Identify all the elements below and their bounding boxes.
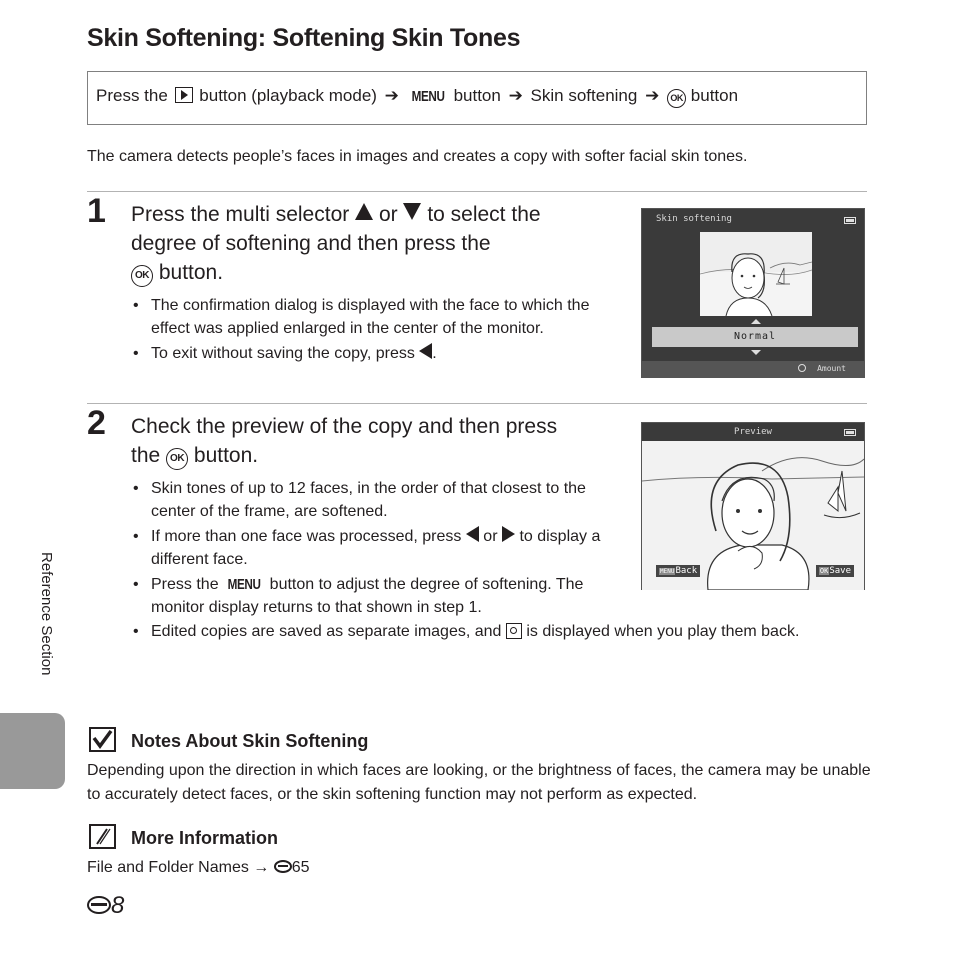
- step-heading: [131, 412, 621, 470]
- nav-text: button: [690, 86, 739, 105]
- nav-text: button (playback mode): [199, 86, 377, 105]
- nav-text: button: [453, 86, 501, 105]
- ok-button-icon: OK: [819, 567, 829, 575]
- amount-hint: Amount: [817, 364, 846, 373]
- more-info-heading: More Information: [131, 828, 278, 848]
- bullet-text: is displayed when you play them back.: [526, 623, 800, 640]
- bullet-text: Skin tones of up to 12 faces, in the order of that closest to the center of the frame, are softened.: [151, 480, 586, 520]
- side-label-text: Reference Section: [38, 552, 55, 676]
- softening-level-selector[interactable]: Normal: [652, 327, 858, 347]
- step-text: Press the multi selector: [131, 203, 350, 226]
- save-button[interactable]: [816, 565, 854, 577]
- bullet-text: Edited copies are saved as separate images, and: [151, 623, 502, 640]
- reference-section-icon: [87, 896, 111, 914]
- arrow-right-icon: ➔: [384, 86, 399, 105]
- divider: [87, 191, 867, 192]
- nav-text: Press the: [96, 86, 168, 105]
- down-arrow-icon: [403, 203, 421, 220]
- step-number: 2: [87, 404, 106, 442]
- multi-selector-icon: [798, 364, 806, 372]
- ok-button-icon: OK: [131, 265, 153, 287]
- section-tab-marker: [0, 713, 65, 789]
- arrow-right-icon: →: [253, 859, 270, 876]
- bullet-text: Press the: [151, 576, 219, 593]
- left-arrow-icon: [466, 526, 479, 542]
- page-number-text: 8: [111, 892, 125, 919]
- bullet-text: The confirmation dialog is displayed with the face to which the effect was applied enlarged in the center of the monitor.: [151, 297, 590, 337]
- nav-text: Skin softening: [530, 86, 638, 105]
- menu-button-icon: MENU: [660, 568, 675, 575]
- up-arrow-icon: [751, 319, 761, 324]
- list-item: [131, 573, 601, 619]
- back-button[interactable]: [656, 565, 700, 577]
- menu-button-icon: MENU: [411, 88, 445, 105]
- step2-bullets-cont: [131, 620, 871, 645]
- step-number: 1: [87, 192, 106, 230]
- bullet-text: or: [483, 528, 498, 545]
- section-side-label: [38, 552, 58, 698]
- step-text: to select the: [427, 203, 541, 226]
- intro-paragraph: The camera detects people’s faces in images and creates a copy with softer facial skin tones.: [87, 148, 748, 165]
- step-heading: [131, 200, 621, 287]
- up-arrow-icon: [355, 203, 373, 220]
- screen-header: [642, 423, 864, 441]
- ok-button-icon: OK: [166, 448, 188, 470]
- notes-heading: Notes About Skin Softening: [131, 731, 369, 751]
- step-text: button.: [158, 261, 224, 284]
- pencil-icon: [89, 824, 116, 849]
- list-item: [131, 525, 601, 571]
- reference-section-icon: [274, 860, 292, 873]
- more-info-text: File and Folder Names: [87, 859, 249, 876]
- camera-screen-preview: [641, 422, 865, 590]
- down-arrow-icon: [751, 350, 761, 355]
- bullet-text: button to adjust the degree of softening. The monitor display returns to that shown in step 1.: [151, 576, 584, 616]
- save-label: Save: [829, 566, 851, 576]
- step1-bullets: [131, 294, 621, 367]
- list-item: • To exit without saving the copy, press .: [131, 342, 621, 365]
- skin-softening-icon: [506, 623, 522, 639]
- checkmark-icon: [89, 727, 116, 752]
- step-text: button.: [193, 444, 259, 467]
- bullet-text: To exit without saving the copy, press: [151, 345, 415, 362]
- page-reference-link[interactable]: 65: [291, 859, 310, 876]
- right-arrow-icon: [502, 526, 515, 542]
- battery-icon: [844, 429, 856, 436]
- left-arrow-icon: [419, 343, 432, 359]
- camera-screen-skin-softening: [641, 208, 865, 378]
- notes-body: Depending upon the direction in which faces are looking, or the brightness of faces, the camera may be unable to accurately detect faces, or the skin softening function may not perform as expected.: [87, 762, 871, 803]
- menu-button-icon: MENU: [227, 576, 261, 593]
- page-number: [87, 892, 124, 920]
- divider: [87, 403, 867, 404]
- screen-title: Skin softening: [656, 214, 732, 224]
- screen-title: Preview: [734, 427, 772, 437]
- more-info-body: [87, 856, 877, 880]
- arrow-right-icon: ➔: [508, 86, 523, 105]
- battery-icon: [844, 217, 856, 224]
- step-text: degree of softening and then press the: [131, 232, 491, 255]
- page-title: Skin Softening: Softening Skin Tones: [87, 24, 521, 52]
- list-item: [131, 477, 601, 523]
- face-thumbnail-image: [700, 232, 812, 316]
- screen-footer: [642, 361, 864, 377]
- step-text: or: [378, 203, 398, 226]
- arrow-right-icon: ➔: [645, 86, 660, 105]
- list-item: [131, 294, 621, 340]
- playback-button-icon: [175, 87, 193, 103]
- navigation-path-box: [87, 71, 867, 125]
- step-text: Check the preview of the copy and then press: [131, 415, 558, 438]
- ok-button-icon: OK: [667, 89, 686, 108]
- back-label: Back: [675, 566, 698, 576]
- step-text: the: [131, 444, 161, 467]
- step2-bullets: [131, 477, 601, 621]
- bullet-text: If more than one face was processed, press: [151, 528, 462, 545]
- bullet-text: to display a different face.: [151, 528, 601, 568]
- list-item: [131, 620, 871, 643]
